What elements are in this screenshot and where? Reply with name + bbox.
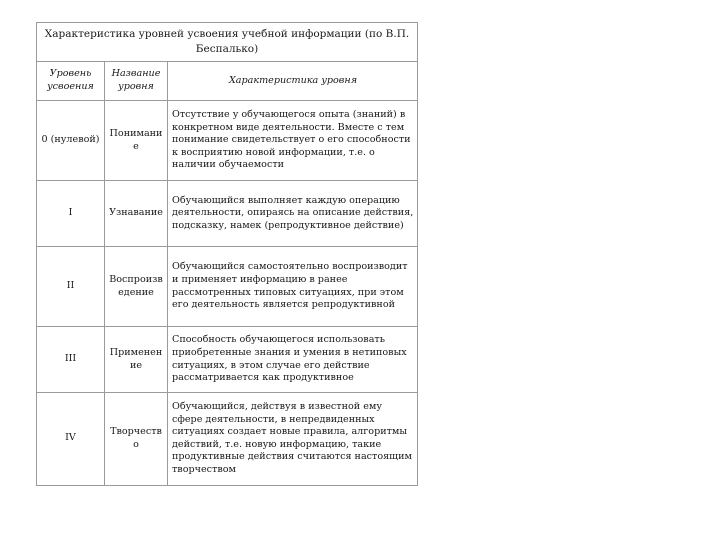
table-row [37,393,417,485]
row-description: Обучающийся выполняет каждую операцию деятельности, опираясь на описание действия, подсказку, намек (репродуктивное действие) [168,181,418,247]
row-level: I [37,181,105,247]
table-row [37,101,417,181]
row-description: Способность обучающегося использовать приобретенные знания и умения в нетиповых ситуациях, в этом случае его действие рассматривается как продуктивное [168,327,418,393]
row-level: IV [37,393,105,485]
row-name: Творчество [105,393,168,485]
row-level: 0 (нулевой) [37,101,105,181]
row-description: Обучающийся самостоятельно воспроизводит и применяет информацию в ранее рассмотренных типовых ситуациях, при этом его деятельность является репродуктивной [168,247,418,327]
row-name: Применение [105,327,168,393]
table-row [37,181,417,247]
table-row [37,247,417,327]
row-description: Отсутствие у обучающегося опыта (знаний) в конкретном виде деятельности. Вместе с тем понимание свидетельствует о его способности к восприятию новой информации, т.е. о наличии обучаемости [168,101,418,181]
table-row [37,327,417,393]
document-table-container [36,22,418,486]
row-level: III [37,327,105,393]
row-level: II [37,247,105,327]
row-name: Понимание [105,101,168,181]
table-title: Характеристика уровней усвоения учебной информации (по В.П. Беспалько) [37,23,417,62]
header-level: Уровень усвоения [37,62,105,101]
row-name: Воспроизведение [105,247,168,327]
levels-table [37,62,417,485]
table-header-row [37,62,417,101]
row-name: Узнавание [105,181,168,247]
header-description: Характеристика уровня [168,62,418,101]
header-name: Название уровня [105,62,168,101]
row-description: Обучающийся, действуя в известной ему сфере деятельности, в непредвиденных ситуациях создает новые правила, алгоритмы действий, т.е. новую информацию, такие продуктивные действия считаются настоящим творчеством [168,393,418,485]
